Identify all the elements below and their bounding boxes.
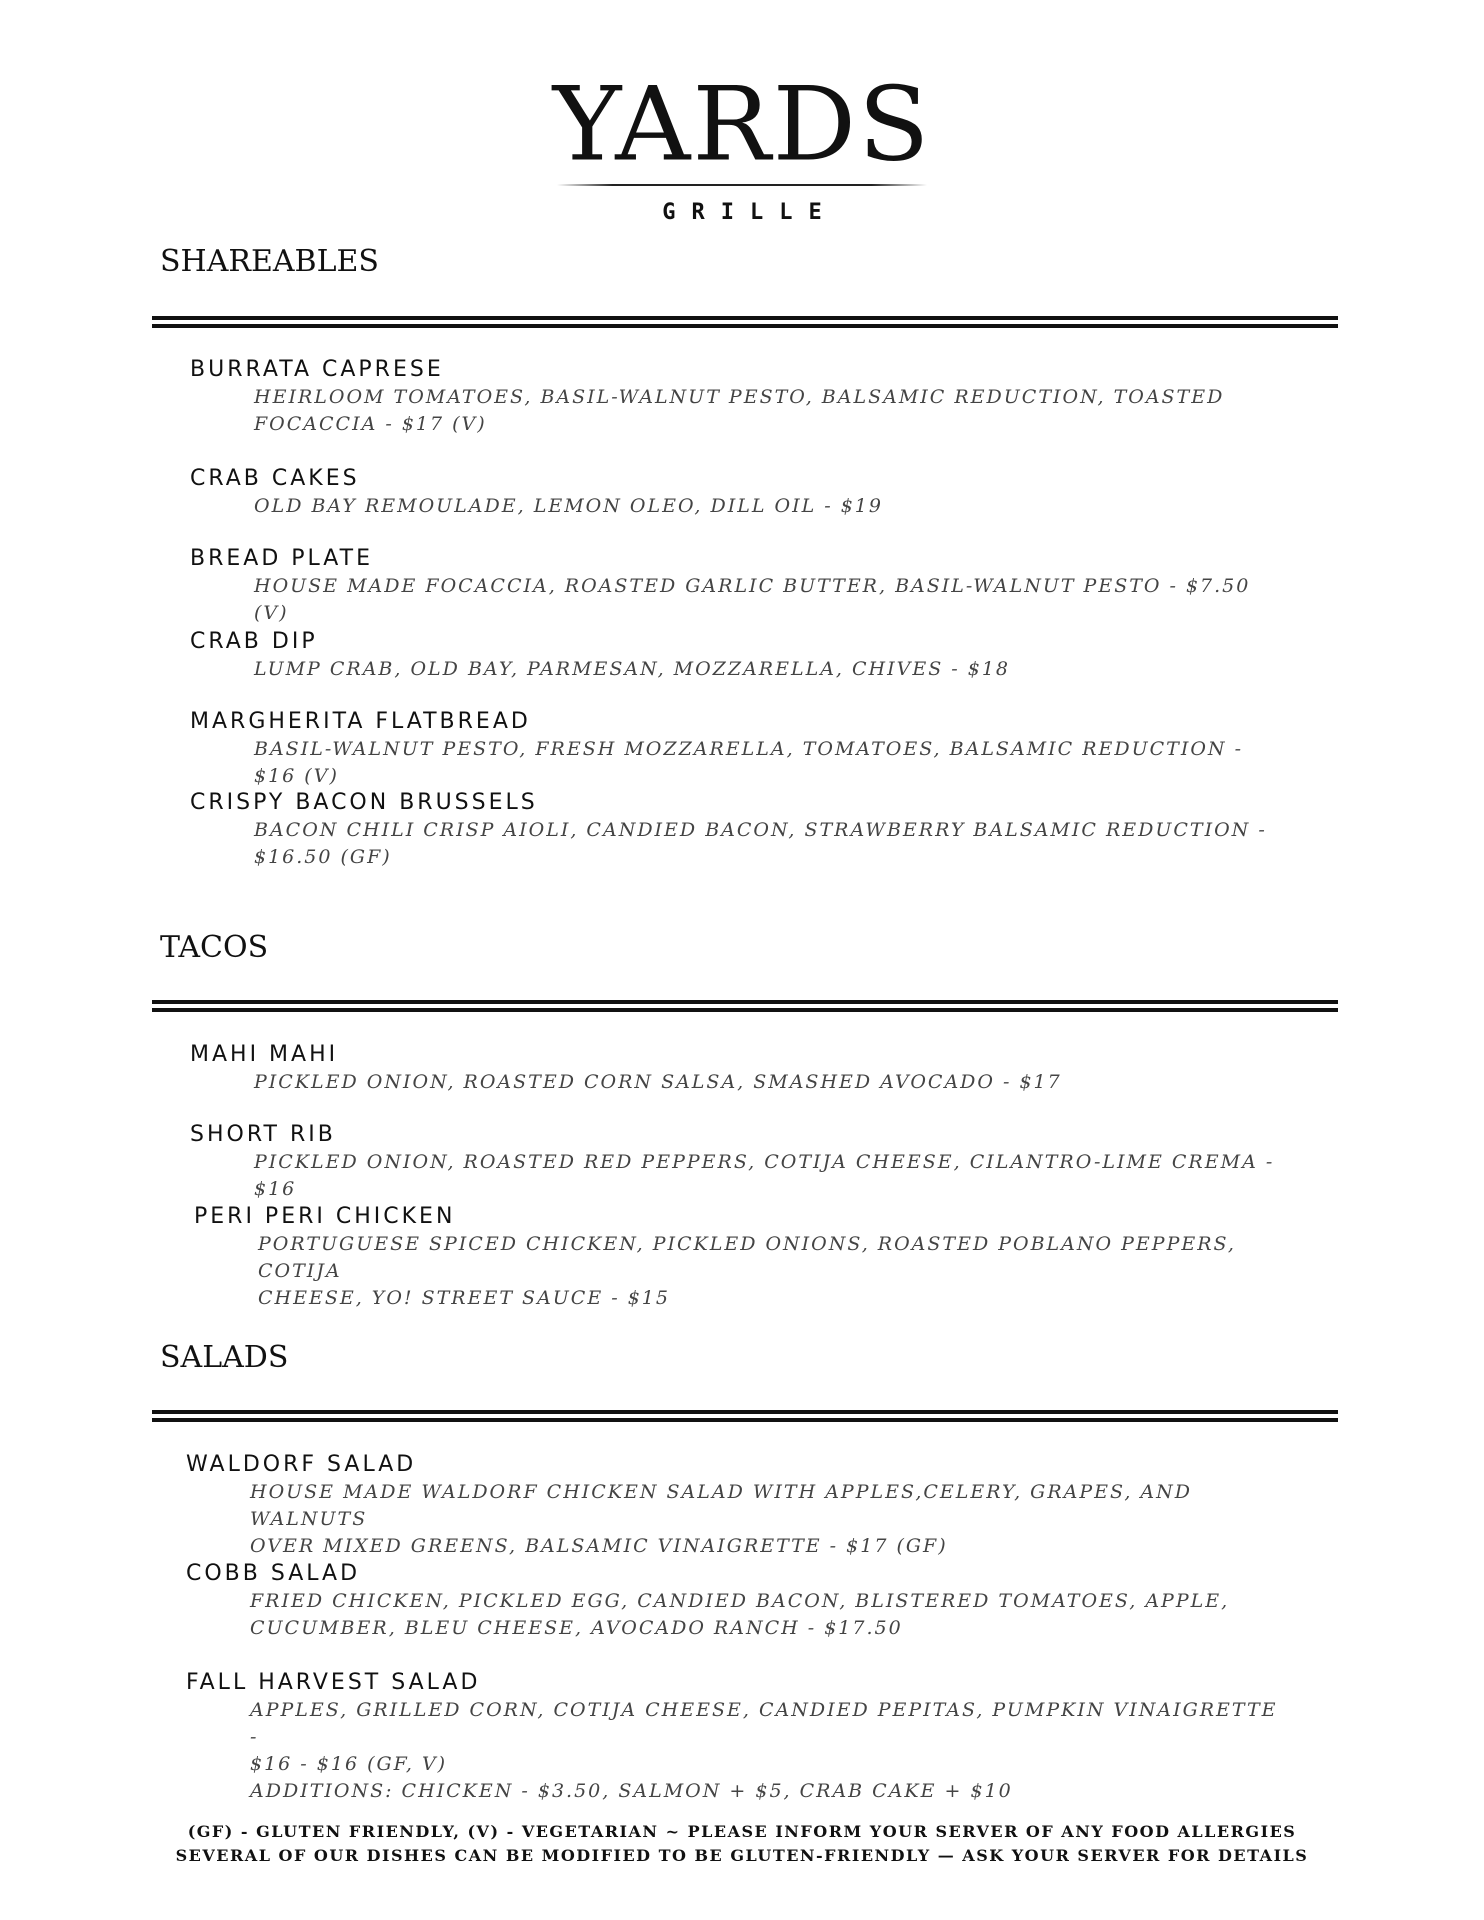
menu-item xyxy=(190,545,1290,627)
menu-item-name: CRISPY BACON BRUSSELS xyxy=(190,790,538,815)
menu-item-description: LUMP CRAB, OLD BAY, PARMESAN, MOZZARELLA, CHIVES - $18 xyxy=(254,658,1010,680)
menu-item xyxy=(190,1121,1290,1203)
menu-item-description: FRIED CHICKEN, PICKLED EGG, CANDIED BACON, BLISTERED TOMATOES, APPLE, xyxy=(250,1590,1230,1612)
menu-item-name: PERI PERI CHICKEN xyxy=(194,1204,456,1229)
menu-item xyxy=(190,628,1290,683)
menu-item-description: OLD BAY REMOULADE, LEMON OLEO, DILL OIL - $19 xyxy=(254,495,883,517)
menu-item xyxy=(194,1203,1294,1312)
section-divider xyxy=(152,1410,1338,1422)
footer-line-allergy: (GF) - GLUTEN FRIENDLY, (V) - VEGETARIAN ~ PLEASE INFORM YOUR SERVER OF ANY FOOD ALLERGIES xyxy=(187,1822,1297,1841)
menu-item-description: HOUSE MADE WALDORF CHICKEN SALAD WITH APPLES,CELERY, GRAPES, AND WALNUTS xyxy=(250,1481,1193,1530)
menu-item-description: $16.50 (GF) xyxy=(254,846,392,868)
section-divider xyxy=(152,1000,1338,1012)
menu-item-description: PORTUGUESE SPICED CHICKEN, PICKLED ONIONS, ROASTED POBLANO PEPPERS, COTIJA xyxy=(258,1233,1236,1282)
menu-item-description: HOUSE MADE FOCACCIA, ROASTED GARLIC BUTTER, BASIL-WALNUT PESTO - $7.50 (V) xyxy=(254,575,1251,624)
menu-item-name: MARGHERITA FLATBREAD xyxy=(190,709,531,734)
menu-item-additions: ADDITIONS: CHICKEN - $3.50, SALMON + $5, CRAB CAKE + $10 xyxy=(250,1780,1013,1802)
section-title-salads: SALADS xyxy=(160,1340,289,1375)
section-divider xyxy=(152,316,1338,328)
menu-item xyxy=(190,465,1290,520)
menu-item-description: HEIRLOOM TOMATOES, BASIL-WALNUT PESTO, BALSAMIC REDUCTION, TOASTED xyxy=(254,386,1225,408)
section-title-shareables: SHAREABLES xyxy=(160,244,379,279)
menu-item-description: $16 - $16 (GF, V) xyxy=(250,1753,448,1775)
logo-underline xyxy=(557,184,927,186)
menu-item-description: FOCACCIA - $17 (V) xyxy=(254,413,487,435)
menu-item xyxy=(190,708,1290,790)
menu-item xyxy=(186,1560,1286,1642)
menu-item-name: MAHI MAHI xyxy=(190,1042,339,1067)
menu-item xyxy=(186,1669,1286,1805)
menu-item-description: CUCUMBER, BLEU CHEESE, AVOCADO RANCH - $17.50 xyxy=(250,1617,903,1639)
menu-item xyxy=(190,789,1290,871)
menu-item-name: CRAB CAKES xyxy=(190,466,360,491)
menu-item xyxy=(190,1041,1290,1096)
menu-item-name: SHORT RIB xyxy=(190,1122,336,1147)
menu-footer-note xyxy=(0,1820,1484,1868)
menu-item-description: CHEESE, YO! STREET SAUCE - $15 xyxy=(258,1287,670,1309)
menu-item-name: BREAD PLATE xyxy=(190,546,373,571)
menu-item-description: PICKLED ONION, ROASTED CORN SALSA, SMASHED AVOCADO - $17 xyxy=(254,1071,1062,1093)
menu-item-description: OVER MIXED GREENS, BALSAMIC VINAIGRETTE - $17 (GF) xyxy=(250,1535,948,1557)
logo-title: YARDS xyxy=(552,64,932,184)
menu-item xyxy=(190,356,1290,438)
menu-item-name: WALDORF SALAD xyxy=(186,1452,417,1477)
menu-item-name: CRAB DIP xyxy=(190,629,318,654)
logo-subtitle: GRILLE xyxy=(662,200,838,225)
menu-item-description: PICKLED ONION, ROASTED RED PEPPERS, COTIJA CHEESE, CILANTRO-LIME CREMA - $16 xyxy=(254,1151,1275,1200)
footer-line-gluten: SEVERAL OF OUR DISHES CAN BE MODIFIED TO BE GLUTEN-FRIENDLY — ASK YOUR SERVER FOR DETAILS xyxy=(175,1846,1309,1865)
menu-item-name: BURRATA CAPRESE xyxy=(190,357,444,382)
section-title-tacos: TACOS xyxy=(160,930,269,965)
menu-item-description: APPLES, GRILLED CORN, COTIJA CHEESE, CANDIED PEPITAS, PUMPKIN VINAIGRETTE - xyxy=(250,1699,1278,1748)
menu-item-name: COBB SALAD xyxy=(186,1561,361,1586)
menu-item-description: BASIL-WALNUT PESTO, FRESH MOZZARELLA, TOMATOES, BALSAMIC REDUCTION - $16 (V) xyxy=(254,738,1244,787)
menu-item-description: BACON CHILI CRISP AIOLI, CANDIED BACON, STRAWBERRY BALSAMIC REDUCTION - xyxy=(254,819,1267,841)
menu-item-name: FALL HARVEST SALAD xyxy=(186,1670,481,1695)
restaurant-logo xyxy=(0,64,1484,225)
menu-item xyxy=(186,1451,1286,1560)
